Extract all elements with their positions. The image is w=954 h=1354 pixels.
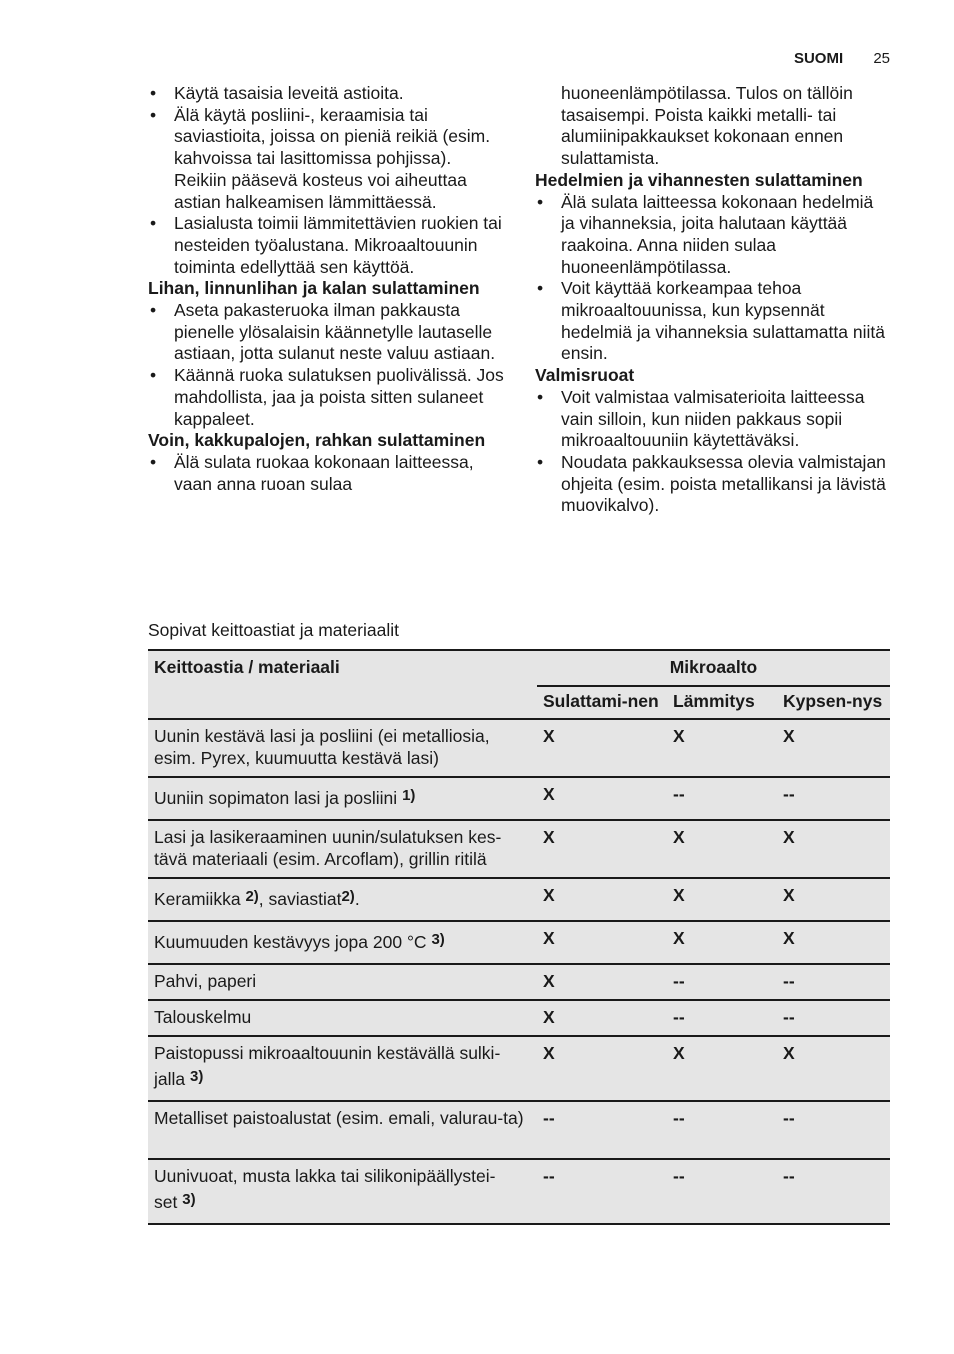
list-item: • Noudata pakkauksessa olevia valmistajan ohjeita (esim. poista metallikansi ja lävistä muovikalvo). <box>535 452 890 517</box>
bullet-list <box>148 83 508 278</box>
cell-material: Uunin kestävä lasi ja posliini (ei metalliosia, esim. Pyrex, kuumuutta kestävä lasi) <box>148 719 537 777</box>
material-text: Paistopussi mikroaaltouunin kestävällä sulki- <box>154 1043 501 1064</box>
column-header-cooking: Kypsen-nys <box>777 686 890 720</box>
list-item: • Älä käytä posliini-, keraamisia tai saviastioita, joissa on pieniä reikiä (esim. kahvoissa tai lasittomissa pohjissa). Reikiin pääsevä kosteus voi aiheuttaa astian halkeamisen lämmittäessä. <box>148 105 508 214</box>
section-heading-ready-meals: Valmisruoat <box>535 365 635 386</box>
bullet-list <box>148 452 508 495</box>
table-caption: Sopivat keittoastiat ja materiaalit <box>148 620 399 640</box>
section-heading-fruit: Hedelmien ja vihannesten sulattaminen <box>535 169 863 190</box>
cell-defrost: -- <box>537 1159 667 1224</box>
table-row <box>148 964 890 1000</box>
cell-heating: X <box>667 1036 777 1101</box>
cell-cooking: -- <box>777 1000 890 1036</box>
list-item: • Voit valmistaa valmisaterioita laitteessa vain silloin, kun niiden pakkaus sopii mikroaaltouuniin käytettäväksi. <box>535 387 890 452</box>
cell-defrost: X <box>537 1036 667 1101</box>
table-row <box>148 719 890 777</box>
section-language: SUOMI <box>793 50 844 67</box>
cell-material <box>148 921 537 964</box>
material-text: . <box>354 889 360 910</box>
list-item: • Aseta pakasteruoka ilman pakkausta pienelle ylösalaisin käännetylle lautaselle astiaan, jotta sulanut neste valuu astiaan. <box>148 300 508 365</box>
section-heading-butter: Voin, kakkupalojen, rahkan sulattaminen <box>148 430 486 451</box>
cell-defrost: -- <box>537 1101 667 1159</box>
cell-cooking: -- <box>777 1101 890 1159</box>
footnote-marker: 2) <box>341 888 355 906</box>
cell-cooking: -- <box>777 777 890 820</box>
list-item: • Älä sulata laitteessa kokonaan hedelmiä ja vihanneksia, joita halutaan käyttää raakoina. Anna niiden sulaa huoneenlämpötilassa. <box>535 192 890 279</box>
cell-defrost: X <box>537 719 667 777</box>
cell-material <box>148 1159 537 1224</box>
cell-defrost: X <box>537 921 667 964</box>
cell-material: Lasi ja lasikeraaminen uunin/sulatuksen kes-tävä materiaali (esim. Arcoflam), grillin ritilä <box>148 820 537 878</box>
cell-material <box>148 878 537 921</box>
cell-material <box>148 1036 537 1101</box>
footnote-marker: 3) <box>190 1068 204 1086</box>
cell-heating: -- <box>667 777 777 820</box>
page-header <box>794 50 890 67</box>
footnote-marker: 3) <box>431 931 445 949</box>
material-text: set <box>154 1191 178 1212</box>
left-column <box>148 83 508 495</box>
cell-defrost: X <box>537 964 667 1000</box>
list-item: • Älä sulata ruokaa kokonaan laitteessa, vaan anna ruoan sulaa <box>148 452 508 495</box>
page-number: 25 <box>873 50 890 67</box>
cell-material: Talouskelmu <box>148 1000 537 1036</box>
cell-material: Metalliset paistoalustat (esim. emali, valurau-ta) <box>148 1101 537 1159</box>
footnote-marker: 2) <box>245 888 259 906</box>
material-text: jalla <box>154 1069 186 1090</box>
table-row <box>148 820 890 878</box>
column-header-heating: Lämmitys <box>667 686 777 720</box>
table-row <box>148 1159 890 1224</box>
material-text: Uunivuoat, musta lakka tai silikonipäällystei- <box>154 1166 496 1187</box>
list-item: • Voit käyttää korkeampaa tehoa mikroaaltouunissa, kun kypsennät hedelmiä ja vihanneksia sulattamatta niitä ensin. <box>535 278 890 365</box>
cell-cooking: X <box>777 1036 890 1101</box>
table-row <box>148 777 890 820</box>
material-text: Uuniin sopimaton lasi ja posliini <box>154 788 398 809</box>
cell-heating: X <box>667 878 777 921</box>
cell-heating: -- <box>667 964 777 1000</box>
material-text: , saviastiat <box>258 889 342 910</box>
footnote-marker: 3) <box>182 1190 196 1208</box>
cookware-table <box>148 649 890 1225</box>
table-row <box>148 1036 890 1101</box>
cell-defrost: X <box>537 777 667 820</box>
bullet-list <box>535 192 890 366</box>
column-header-microwave: Mikroaalto <box>537 650 890 686</box>
column-header-material: Keittoastia / materiaali <box>148 650 537 719</box>
cell-defrost: X <box>537 1000 667 1036</box>
cell-heating: -- <box>667 1159 777 1224</box>
cell-cooking: X <box>777 820 890 878</box>
list-item: • Lasialusta toimii lämmitettävien ruokien tai nesteiden työalustana. Mikroaaltouunin toiminta edellyttää sen käyttöä. <box>148 213 508 278</box>
table-header-row <box>148 650 890 686</box>
cell-material: Pahvi, paperi <box>148 964 537 1000</box>
cell-heating: X <box>667 820 777 878</box>
bullet-list <box>148 300 508 430</box>
table-row <box>148 878 890 921</box>
cell-heating: -- <box>667 1000 777 1036</box>
column-header-defrost: Sulattami-nen <box>537 686 667 720</box>
list-item: • Käännä ruoka sulatuksen puolivälissä. Jos mahdollista, jaa ja poista sitten sulaneet kappaleet. <box>148 365 508 430</box>
material-text: Kuumuuden kestävyys jopa 200 °C <box>154 932 427 953</box>
table-row <box>148 1101 890 1159</box>
cell-cooking: -- <box>777 1159 890 1224</box>
cell-heating: X <box>667 719 777 777</box>
cell-defrost: X <box>537 820 667 878</box>
footnote-marker: 1) <box>402 787 416 805</box>
material-text: Keramiikka <box>154 889 241 910</box>
cell-defrost: X <box>537 878 667 921</box>
cell-cooking: X <box>777 719 890 777</box>
cell-cooking: X <box>777 878 890 921</box>
cell-cooking: -- <box>777 964 890 1000</box>
cell-heating: X <box>667 921 777 964</box>
right-column <box>535 83 890 517</box>
table-row <box>148 1000 890 1036</box>
cell-material <box>148 777 537 820</box>
bullet-list <box>535 387 890 517</box>
section-heading-meat: Lihan, linnunlihan ja kalan sulattaminen <box>148 278 480 299</box>
cell-heating: -- <box>667 1101 777 1159</box>
continued-text: huoneenlämpötilassa. Tulos on tällöin tasaisempi. Poista kaikki metalli- tai alumiinipakkaukset kokonaan ennen sulattamista. <box>561 83 853 169</box>
table-row <box>148 921 890 964</box>
cell-cooking: X <box>777 921 890 964</box>
list-item: • Käytä tasaisia leveitä astioita. <box>148 83 508 105</box>
